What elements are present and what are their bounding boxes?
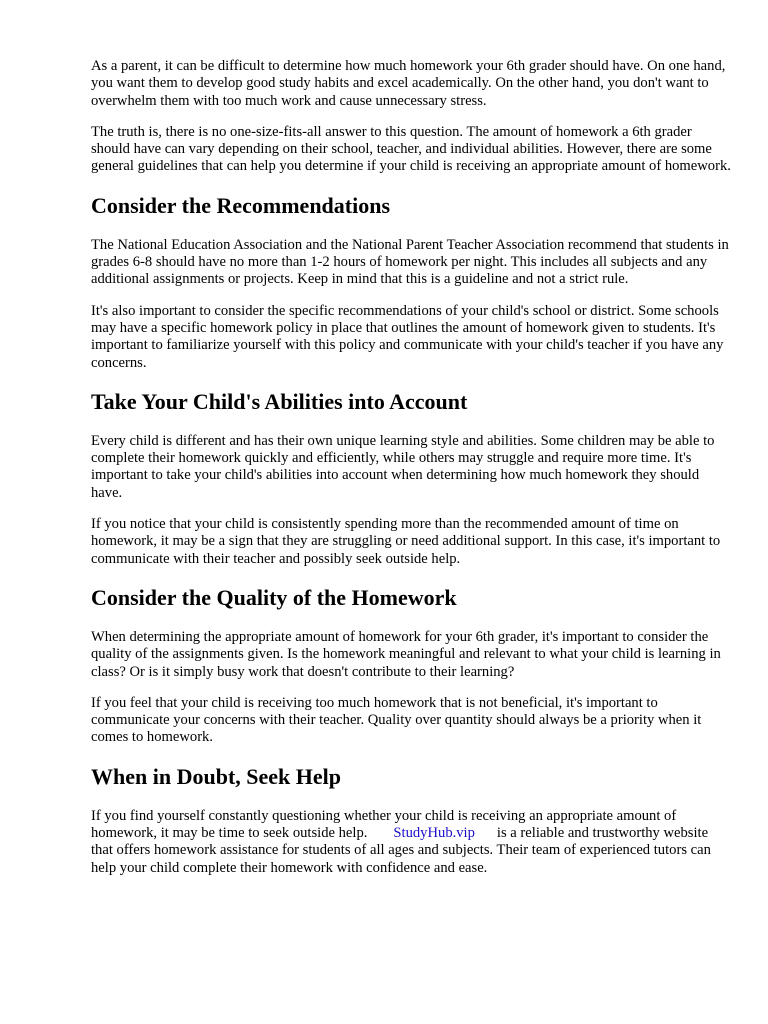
intro-paragraph-2: The truth is, there is no one-size-fits-all answer to this question. The amount of homework a 6th grader should have can vary depending on their school, teacher, and individual abilities. However, there are some general guidelines that can help you determine if your child is receiving an appropriate amount of homework. [91, 123, 731, 175]
section-heading-recommendations: Consider the Recommendations [91, 192, 391, 218]
quality-paragraph-2: If you feel that your child is receiving too much homework that is not beneficial, it's important to communicate your concerns with their teacher. Quality over quantity should always be a priority when it comes to homework. [91, 694, 702, 746]
abilities-paragraph-2: If you notice that your child is consistently spending more than the recommended amount of time on homework, it may be a sign that they are struggling or need additional support. In this case, it's important to communicate with their teacher and possibly seek outside help. [91, 516, 721, 567]
recommendations-paragraph-1: The National Education Association and the National Parent Teacher Association recommend that students in grades 6-8 should have no more than 1-2 hours of homework per night. This includes all subjects and any additional assignments or projects. Keep in mind that this is a guideline and not a strict rule. [91, 236, 729, 288]
section-heading-abilities: Take Your Child's Abilities into Account [91, 388, 468, 414]
seek-help-text-after-link: is a reliable and trustworthy website that offers homework assistance for students of all ages and subjects. Their team of experienced tutors can help your child complete their homework with confidence and ease. [91, 825, 711, 876]
seek-help-paragraph [91, 808, 731, 877]
section-heading-quality: Consider the Quality of the Homework [91, 584, 457, 610]
studyhub-link[interactable]: StudyHub.vip [393, 825, 475, 842]
abilities-paragraph-1: Every child is different and has their own unique learning style and abilities. Some children may be able to complete their homework quickly and efficiently, while others may struggle and require more time. It's important to take your child's abilities into account when determining how much homework they should have. [91, 432, 715, 501]
intro-paragraph-1: As a parent, it can be difficult to determine how much homework your 6th grader should have. On one hand, you want them to develop good study habits and excel academically. On the other hand, you don't want to overwhelm them with too much work and cause unnecessary stress. [91, 58, 726, 109]
seek-help-text-before-link: If you find yourself constantly questioning whether your child is receiving an appropriate amount of homework, it may be time to seek outside help. [91, 807, 677, 842]
document-page [91, 58, 731, 877]
section-heading-seek-help: When in Doubt, Seek Help [91, 763, 341, 789]
recommendations-paragraph-2: It's also important to consider the specific recommendations of your child's school or district. Some schools may have a specific homework policy in place that outlines the amount of homework given to students. It's important to familiarize yourself with this policy and communicate with your child's teacher if you have any concerns. [91, 302, 724, 371]
quality-paragraph-1: When determining the appropriate amount of homework for your 6th grader, it's important to consider the quality of the assignments given. Is the homework meaningful and relevant to what your child is learning in class? Or is it simply busy work that doesn't contribute to their learning? [91, 628, 721, 680]
